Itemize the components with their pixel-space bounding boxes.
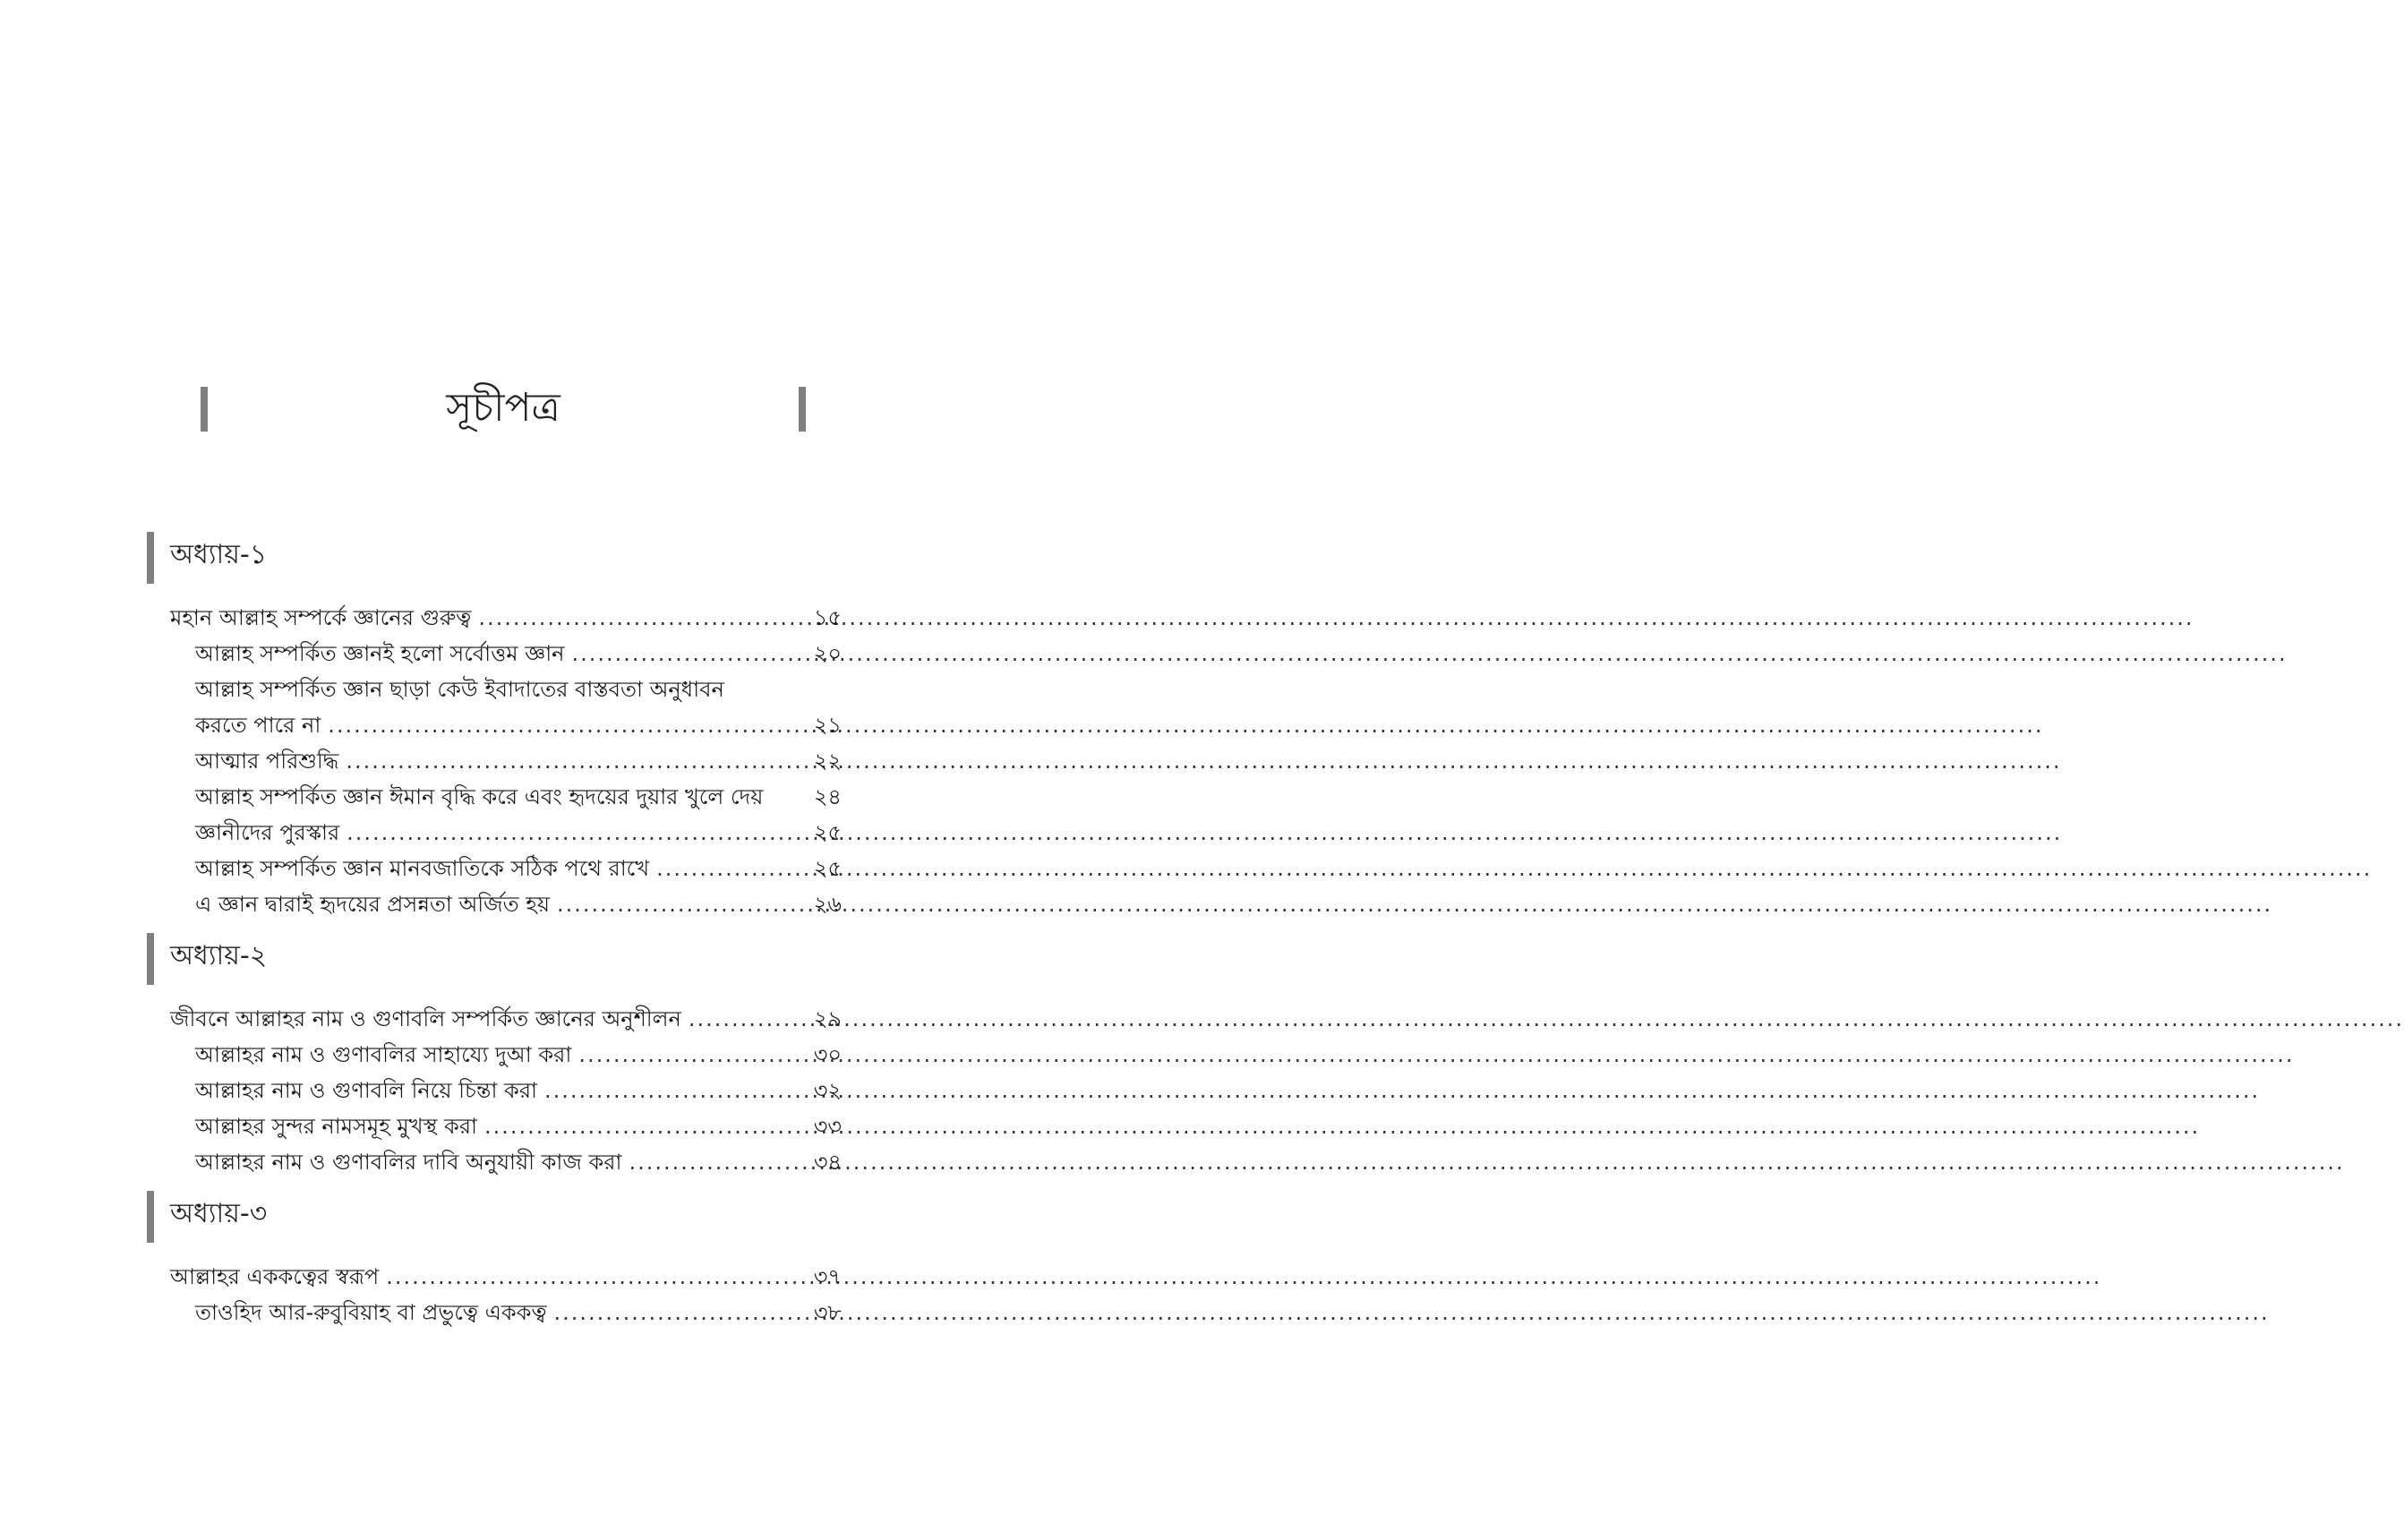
leader-dots — [346, 743, 781, 779]
toc-entry[interactable] — [147, 851, 845, 886]
entry-title: আল্লাহর এককত্বের স্বরূপ — [170, 1264, 380, 1289]
entry-page: ৩৮ — [813, 1300, 842, 1325]
leader-dots — [544, 1073, 781, 1108]
chapter-label: অধ্যায়-২ — [170, 940, 268, 971]
leader-dots — [478, 600, 781, 636]
toc-entry[interactable] — [147, 1037, 845, 1073]
entry-page: ৩৭ — [813, 1264, 842, 1289]
entry-title: আল্লাহ সম্পর্কিত জ্ঞানই হলো সর্বোত্তম জ্ঞান — [195, 641, 565, 666]
toc-entry[interactable] — [147, 1108, 845, 1144]
entry-title: মহান আল্লাহ সম্পর্কে জ্ঞানের গুরুত্ব — [170, 605, 472, 630]
entry-page: ৩২ — [813, 1078, 842, 1103]
entry-title: জ্ঞানীদের পুরস্কার — [195, 820, 340, 845]
chapter-group-1 — [147, 530, 845, 922]
leader-dots — [578, 1037, 781, 1073]
entry-title: আত্মার পরিশুদ্ধি — [195, 749, 339, 774]
toc-entry[interactable] — [147, 1144, 845, 1180]
leader-dots — [572, 636, 781, 672]
entry-page: ১৫ — [813, 605, 842, 630]
entry-title: আল্লাহর নাম ও গুণাবলি নিয়ে চিন্তা করা — [195, 1078, 537, 1103]
entry-page: ৩০ — [813, 1042, 842, 1067]
toc-entry[interactable] — [147, 636, 845, 672]
leader-dots — [656, 851, 781, 886]
entry-title: করতে পারে না — [195, 713, 321, 738]
toc-entry[interactable] — [147, 886, 845, 922]
entry-title: আল্লাহ সম্পর্কিত জ্ঞান ঈমান বৃদ্ধি করে এবং হৃদয়ের দুয়ার খুলে দেয় — [195, 784, 764, 809]
entry-title: জীবনে আল্লাহর নাম ও গুণাবলি সম্পর্কিত জ্ঞানের অনুশীলন — [170, 1006, 681, 1031]
leader-dots — [386, 1259, 781, 1295]
toc-entry[interactable] — [147, 1073, 845, 1108]
leader-dots — [629, 1144, 781, 1180]
chapter-marker-bar — [147, 933, 154, 985]
toc-entry[interactable] — [147, 815, 845, 851]
entry-page: ২১ — [813, 713, 842, 738]
chapter-group-3 — [147, 1189, 845, 1330]
toc-entry[interactable] — [147, 743, 845, 779]
entry-page: ২৬ — [813, 892, 842, 917]
toc-entry[interactable] — [147, 707, 845, 743]
toc-page — [0, 0, 1003, 1540]
entry-page: ২৯ — [813, 1006, 842, 1031]
toc-entry[interactable] — [147, 1295, 845, 1330]
chapter-marker-bar — [147, 532, 154, 584]
entry-title: আল্লাহর নাম ও গুণাবলির দাবি অনুযায়ী কাজ করা — [195, 1150, 622, 1175]
page-title: সূচীপত্র — [446, 385, 560, 431]
leader-dots — [328, 707, 781, 743]
chapter-marker-bar — [147, 1191, 154, 1243]
toc-entry[interactable] — [147, 1001, 845, 1037]
leader-dots — [689, 1001, 781, 1037]
entry-title: তাওহিদ আর-রুবুবিয়াহ বা প্রভুত্বে এককত্ব — [195, 1300, 547, 1325]
entry-title: এ জ্ঞান দ্বারাই হৃদয়ের প্রসন্নতা অর্জিত হয় — [195, 892, 551, 917]
leader-dots — [484, 1108, 781, 1144]
entry-title: আল্লাহর সুন্দর নামসমূহ মুখস্থ করা — [195, 1114, 477, 1139]
entry-page: ৩৩ — [813, 1114, 842, 1139]
entry-title: আল্লাহ সম্পর্কিত জ্ঞান মানবজাতিকে সঠিক পথে রাখে — [195, 856, 650, 881]
leader-dots — [346, 815, 781, 851]
title-right-bar — [799, 387, 806, 432]
chapter-label: অধ্যায়-৩ — [170, 1198, 268, 1229]
table-of-contents — [147, 530, 845, 1339]
chapter-heading — [147, 1189, 845, 1246]
entry-title: আল্লাহর নাম ও গুণাবলির সাহায্যে দুআ করা — [195, 1042, 572, 1067]
chapter-heading — [147, 931, 845, 988]
entry-page: ২৪ — [813, 784, 842, 809]
chapter-heading — [147, 530, 845, 587]
entry-page: ২৫ — [813, 856, 842, 881]
toc-entry[interactable] — [147, 779, 845, 815]
entry-page: ৩৪ — [813, 1150, 842, 1175]
toc-entry[interactable] — [147, 600, 845, 636]
chapter-group-2 — [147, 931, 845, 1180]
toc-entry[interactable] — [147, 1259, 845, 1295]
leader-dots — [557, 886, 781, 922]
entry-page: ২৫ — [813, 820, 842, 845]
leader-dots — [554, 1295, 781, 1330]
entry-title: আল্লাহ সম্পর্কিত জ্ঞান ছাড়া কেউ ইবাদাতের বাস্তবতা অনুধাবন — [195, 677, 724, 702]
entry-page: ২২ — [813, 749, 842, 774]
toc-entry[interactable] — [147, 672, 845, 707]
chapter-label: অধ্যায়-১ — [170, 539, 268, 570]
entry-page: ২০ — [813, 641, 842, 666]
title-block — [201, 381, 806, 435]
